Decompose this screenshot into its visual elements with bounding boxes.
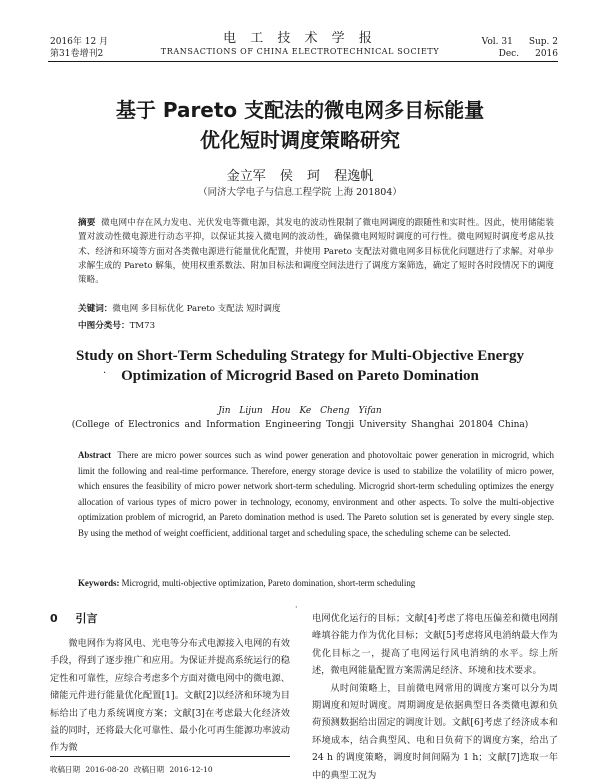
keywords-cn-label: 关键词：: [78, 304, 113, 314]
scan-mark: ·: [103, 368, 107, 379]
title-cn-line-1: 基于 Pareto 支配法的微电网多目标能量: [115, 98, 485, 122]
column-mark: ·: [295, 603, 298, 612]
abstract-en: [78, 448, 554, 541]
issue-month: Dec.: [498, 49, 520, 59]
authors-cn: 金立军 侯 珂 程逸帆: [226, 169, 374, 184]
affiliation-cn: （同济大学电子与信息工程学院 上海 201804）: [198, 187, 402, 198]
body-paragraph: 微电网作为将风电、光电等分布式电源接入电网的有效手段，得到了逐步推广和应用。为保证并提高系统运行的稳定性和可靠性，应综合考虑多个方面对微电网中的微电源、储能元件进行能量优化配置[1]。文献[2]以经济和环境为目标给出了电力系统调度方案；文献[3]在考虑最大化经济效益的同时，还将最大化可靠性、最小化可再生能源功率波动作为微: [50, 638, 290, 754]
section-number: 0: [50, 612, 58, 625]
classification-cn-text: TM73: [129, 321, 156, 331]
body-column-left: [50, 610, 290, 757]
abstract-cn-text: 微电网中存在风力发电、光伏发电等微电源，其发电的波动性限制了微电网调度的跟随性和实时性。因此，使用储能装置对波动性微电源进行动态平抑，以保证其接入微电网的波动性，确保微电网短时调度的可行性。微电网短时调度考虑从技术、经济和环境等方面对各类微电源进行能量优化配置，并使用 Pareto 支配法对微电网多目标优化问题进行了求解。对单步求解生成的 Pareto 解集，使用权重系数法、附加目标法和调度空间法进行了调度方案筛选，确定了短时各时段情况下的调度策略。: [78, 218, 554, 286]
classification-cn-label: 中图分类号：: [78, 321, 130, 331]
paper-title-en: [0, 346, 600, 386]
received-date-footnote: 收稿日期 2016-08-20 改稿日期 2016-12-10: [50, 756, 290, 775]
abstract-en-label: Abstract: [78, 450, 112, 460]
supplement-number: Sup. 2: [528, 37, 558, 47]
keywords-cn: [78, 302, 554, 314]
title-en-line-2: Optimization of Microgrid Based on Pareto Domination: [121, 368, 479, 384]
paper-title-cn: [0, 95, 600, 155]
abstract-en-text: There are micro power sources such as wind power generation and photovoltaic power generation in microgrid, which limit the following and real-time performance. Therefore, energy storage device is used to stabilize the volatility of micro power, which ensures the feasibility of micro power network short-term scheduling. Microgrid short-term scheduling optimizes the energy allocation of various types of micro power in technology, economy, environment and other aspects. To solve the multi-objective optimization problem of microgrid, an Pareto domination method is used. The Pareto solution set is generated by every single step. By using the method of weight coefficient, additional target and scheduling space, the scheduling scheme can be selected.: [78, 450, 554, 538]
keywords-cn-text: 微电网 多目标优化 Pareto 支配法 短时调度: [112, 304, 281, 314]
issue-year: 2016: [535, 49, 558, 59]
journal-title-cn: 电 工 技 术 学 报: [223, 31, 377, 46]
authors-en: Jin Lijun Hou Ke Cheng Yifan: [218, 406, 382, 416]
body-paragraph: 电网优化运行的目标；文献[4]考虑了将电压偏差和微电网削峰填谷能力作为优化目标；文献[5]考虑将风电消纳最大作为优化目标之一，提高了电网运行风电消纳的水平。综上所述，微电网能量配置方案需满足经济、环境和技术要求。: [312, 613, 558, 677]
body-column-right: [312, 610, 558, 784]
body-paragraph: 从时间策略上，目前微电网常用的调度方案可以分为周期调度和短时调度。周期调度是依据典型日各类微电源和负荷预测数据给出固定的调度计划。文献[6]考虑了经济成本和环境成本，结合典型风、电和日负荷下的调度方案，给出了 24 h 的调度策略，调度时间间隔为 1 h；文献[7]选取一年中的典型工况为: [312, 682, 558, 781]
journal-title-en: TRANSACTIONS OF CHINA ELECTROTECHNICAL SOCIETY: [160, 47, 440, 56]
header-right: [482, 36, 558, 60]
title-en-line-1: Study on Short-Term Scheduling Strategy for Multi-Objective Energy: [76, 348, 524, 364]
keywords-en-label: Keywords:: [78, 578, 120, 588]
header-rule: [48, 61, 558, 62]
section-title: 引言: [75, 612, 98, 625]
issue-date: 2016年 12 月: [50, 37, 109, 47]
abstract-cn-label: 摘要: [78, 218, 96, 228]
keywords-en-text: Microgrid, multi-objective optimization, Pareto domination, short-term scheduling: [121, 578, 416, 588]
issue-volume: 第31卷增刊2: [50, 49, 104, 59]
keywords-en: [78, 578, 554, 588]
section-heading: [50, 610, 290, 626]
title-cn-line-2: 优化短时调度策略研究: [200, 128, 400, 152]
volume-number: Vol. 31: [481, 37, 513, 47]
abstract-cn: [78, 216, 554, 287]
affiliation-en: (College of Electronics and Information Engineering Tongji University Shanghai 201804 China): [71, 420, 529, 430]
classification-cn: [78, 319, 554, 331]
